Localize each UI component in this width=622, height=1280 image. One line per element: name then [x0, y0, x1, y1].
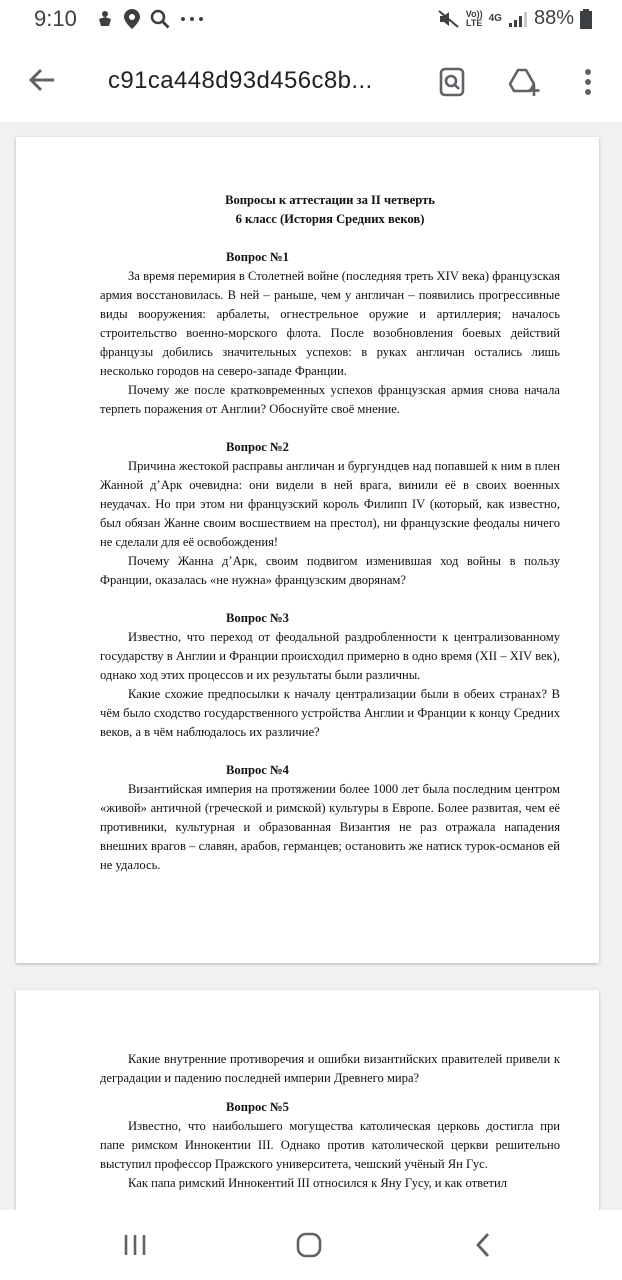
- back-button[interactable]: [28, 66, 56, 99]
- more-notifications-icon: [180, 15, 204, 23]
- search-icon: [150, 9, 170, 29]
- question-5-paragraph-1: Известно, что наибольшего могущества католическая церковь достигла при папе римском Иннокентии III. Однако против католической церкви решительно выступил профессор Пражского университета, чешский учёный Ян Гус.: [100, 1119, 560, 1171]
- question-5-paragraph-2: Как папа римский Иннокентий III относился к Яну Гусу, и как ответил: [128, 1176, 508, 1190]
- page-2-text: [100, 1050, 560, 1193]
- doc-heading-line-1: Вопросы к аттестации за II четверть: [225, 193, 435, 207]
- status-bar: [0, 0, 622, 40]
- question-1-paragraph-2: Почему же после кратковременных успехов французская армия снова начала терпеть поражения от Англии? Обоснуйте своё мнение.: [100, 383, 560, 416]
- location-icon: [124, 9, 140, 29]
- more-options-button[interactable]: [568, 62, 608, 102]
- question-5-title: Вопрос №5: [226, 1100, 289, 1114]
- question-1-title: Вопрос №1: [226, 250, 289, 264]
- question-2-title: Вопрос №2: [226, 440, 289, 454]
- recent-apps-icon: [122, 1233, 148, 1257]
- open-with-drive-button[interactable]: [432, 62, 472, 102]
- app-bar: [0, 40, 622, 122]
- doc-heading-line-2: 6 класс (История Средних веков): [235, 212, 425, 226]
- add-to-drive-button[interactable]: [505, 62, 545, 102]
- battery-icon: [580, 9, 592, 29]
- question-2-paragraph-2: Почему Жанна д’Арк, своим подвигом изменившая ход войны в пользу Франции, оказалась «не нужна» французским дворянам?: [100, 554, 560, 587]
- document-page-2: [16, 990, 599, 1210]
- question-4-paragraph-1: Византийская империя на протяжении более 1000 лет была последним центром «живой» античной (греческой и римской) культуры в Европе. Более развитая, чем её противники, культурная и образованная Византия не раз отражала нападения внешних врагов – славян, арабов, германцев; остановить же натиск турок-османов ей не удалось.: [100, 782, 560, 872]
- question-4-paragraph-2: Какие внутренние противоречия и ошибки византийских правителей привели к деградации и падению последней империи Древнего мира?: [100, 1052, 560, 1085]
- mute-icon: [438, 10, 460, 28]
- page-1-text: [100, 191, 560, 875]
- more-vert-icon: [584, 69, 592, 95]
- add-to-drive-icon: [508, 67, 542, 97]
- arrow-back-icon: [28, 66, 56, 94]
- question-3-paragraph-1: Известно, что переход от феодальной раздробленности к централизованному государству в Англии и Франции происходил примерно в одно время (XII – XIV век), однако ход этих процессов и их результаты были различны.: [100, 630, 560, 682]
- home-button[interactable]: [289, 1230, 329, 1260]
- home-icon: [296, 1232, 322, 1258]
- nav-back-button[interactable]: [463, 1230, 503, 1260]
- question-3-title: Вопрос №3: [226, 611, 289, 625]
- status-time: 9:10: [34, 6, 77, 31]
- nav-back-icon: [474, 1232, 492, 1258]
- document-viewer[interactable]: [0, 122, 622, 1210]
- system-indicators: [438, 7, 592, 30]
- accessibility-icon: [96, 10, 114, 28]
- drive-file-search-icon: [438, 67, 466, 97]
- volte-indicator: Vo)) LTE: [465, 8, 483, 28]
- file-title: c91ca448d93d456c8b...: [108, 67, 373, 94]
- notification-icons: [96, 9, 204, 29]
- question-2-paragraph-1: Причина жестокой расправы англичан и бургундцев над попавшей к ним в плен Жанной д’Арк очевидна: они видели в ней врага, винили её в своих военных неудачах. Но при этом ни французский король Филипп IV (который, как известно, был обязан Жанне своим восшествием на престол), ни французские феодалы ничего не сделали для её освобождения!: [100, 459, 560, 549]
- battery-percent: 88%: [533, 7, 574, 29]
- question-4-title: Вопрос №4: [226, 763, 289, 777]
- question-3-paragraph-2: Какие схожие предпосылки к началу централизации были в обеих странах? В чём было сходство государственного устройства Англии и Франции к концу Средних веков, а в чём наблюдалось их различие?: [100, 687, 560, 739]
- system-navigation-bar: [0, 1210, 622, 1280]
- recent-apps-button[interactable]: [115, 1230, 155, 1260]
- signal-icon: [508, 10, 528, 28]
- network-type: 4G: [488, 13, 502, 24]
- question-1-paragraph-1: За время перемирия в Столетней войне (последняя треть XIV века) французская армия восстановилась. В ней – раньше, чем у англичан – появились прогрессивные виды вооружения: арбалеты, огнестрельное оружие и артиллерия; началось строительство военно-морского флота. После возобновления боевых действий французы добились значительных успехов: в руках англичан остались лишь несколько городов на северо-западе Франции.: [100, 269, 560, 378]
- document-page-1: [16, 137, 599, 963]
